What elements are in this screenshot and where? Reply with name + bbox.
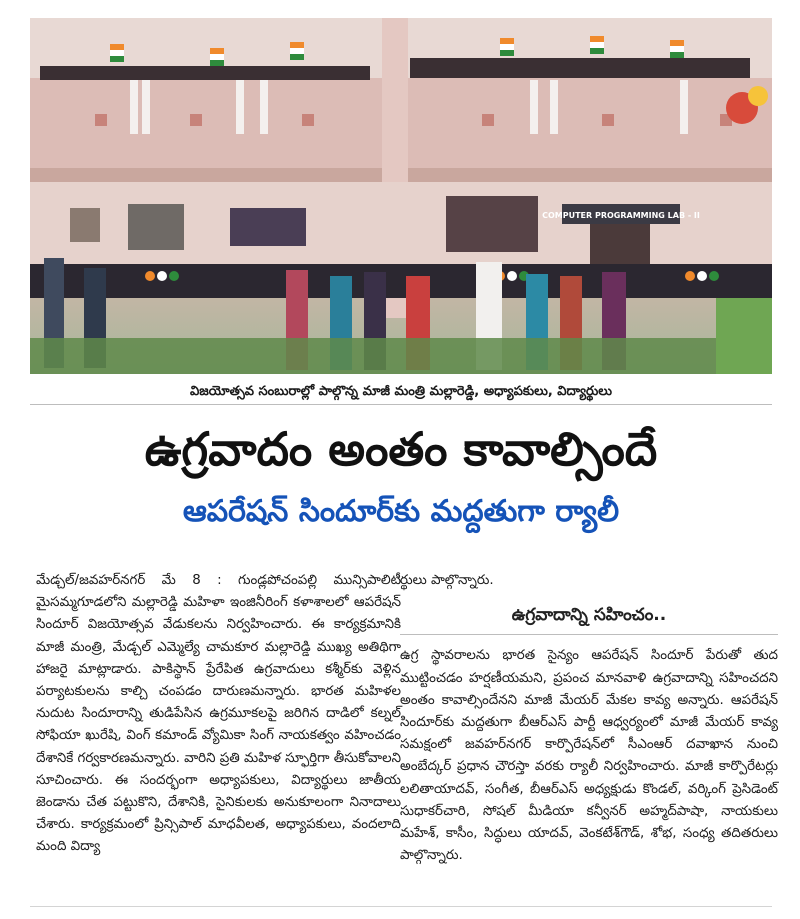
article-continuation: ర్థులు పాల్గొన్నారు. (400, 573, 494, 588)
svg-text:COMPUTER PROGRAMMING LAB - II: COMPUTER PROGRAMMING LAB - II (542, 211, 700, 220)
photo-caption: విజయోత్సవ సంబురాల్లో పాల్గొన్న మాజీ మంత్రి మల్లారెడ్డి, అధ్యాపకులు, విద్యార్థులు (30, 380, 772, 405)
article-right-column (400, 570, 778, 867)
section-subhead: ఉగ్రవాదాన్ని సహించం.. (400, 604, 778, 635)
article-body-right: ఉగ్ర స్థావరాలను భారత సైన్యం ఆపరేషన్‌ సిందూర్‌ పేరుతో తుద ముట్టించడం హర్షణీయమని, ప్రపంచ మానవాళి ఉగ్రవాదాన్ని సహించదని అంతం కావాల్సిందేనని మాజీ మేయర్‌ మేకల కావ్య అన్నారు. ఆపరేషన్‌ సిందూర్‌కు మద్దతుగా బీఆర్‌ఎస్‌ పార్టీ ఆధ్వర్యంలో మాజీ మేయర్‌ కావ్య సమక్షంలో జవహర్‌నగర్‌ కార్పొరేషన్‌లో సీఎంఆర్‌ దవాఖాన నుంచి అంబేద్కర్‌ ప్రధాన చౌరస్తా వరకు ర్యాలీ నిర్వహించారు. మాజీ కార్పొరేటర్లు లలితాయాదవ్‌, సంగీత, బీఆర్‌ఎస్‌ అధ్యక్షుడు కొండల్‌, వర్కింగ్‌ ప్రెసిడెంట్‌ సుధాకర్‌చారి, సోషల్‌ మీడియా కన్వీనర్‌ అహ్మద్‌పాషా, నాయకులు మహేశ్‌, కాసీం, సిద్ధులు యాదవ్‌, వెంకటేశ్‌గౌడ్‌, శోభ, సంధ్య తదితరులు పాల్గొన్నారు. (400, 648, 778, 864)
rally-photo-illustration (30, 18, 772, 374)
bottom-divider (30, 906, 772, 907)
rally-photo (30, 18, 772, 374)
article-left-column (36, 570, 401, 859)
subheadline: ఆపరేషన్ సిందూర్‌కు మద్దతుగా ర్యాలీ (182, 494, 620, 529)
article-body-left: మేడ్చల్‌/జవహర్‌నగర్‌ మే 8 : గుండ్లపోచంపల్లి మున్సిపాలిటీ మైసమ్మగూడలోని మల్లారెడ్డి మహిళా ఇంజినీరింగ్‌ కళాశాలలో ఆపరేషన్‌ సిందూర్‌ విజయోత్సవ వేడుకలను నిర్వహించారు. ఈ కార్యక్రమానికి మాజీ మంత్రి, మేడ్చల్‌ ఎమ్మెల్యే చామకూర మల్లారెడ్డి ముఖ్య అతిథిగా హాజరై మాట్లాడారు. పాకిస్థాన్‌ ప్రేరేపిత ఉగ్రవాదులు కశ్మీర్‌కు వెళ్లిన పర్యాటకులను కాల్చి చంపడం దారుణమన్నారు. భారత మహిళల నుదుట సిందూరాన్ని తుడిపేసిన ఉగ్రమూకలపై జరిగిన దాడిలో కల్నల్‌ సోఫియా ఖురేషి, వింగ్‌ కమాండ్‌ వ్యోమికా సింగ్‌ నాయకత్వం వహించడం దేశానికే గర్వకారణమన్నారు. వారిని ప్రతి మహిళ స్ఫూర్తిగా తీసుకోవాలని సూచించారు. ఈ సందర్భంగా అధ్యాపకులు, విద్యార్థులు జాతీయ జెండాను చేత పట్టుకొని, దేశానికి, సైనికులకు అనుకూలంగా నినాదాలు చేశారు. కార్యక్రమంలో ప్రిన్సిపాల్‌ మాధవీలత, అధ్యాపకులు, వందలాది మంది విద్యా (36, 573, 401, 855)
headline: ఉగ్రవాదం అంతం కావాల్సిందే (144, 422, 658, 476)
